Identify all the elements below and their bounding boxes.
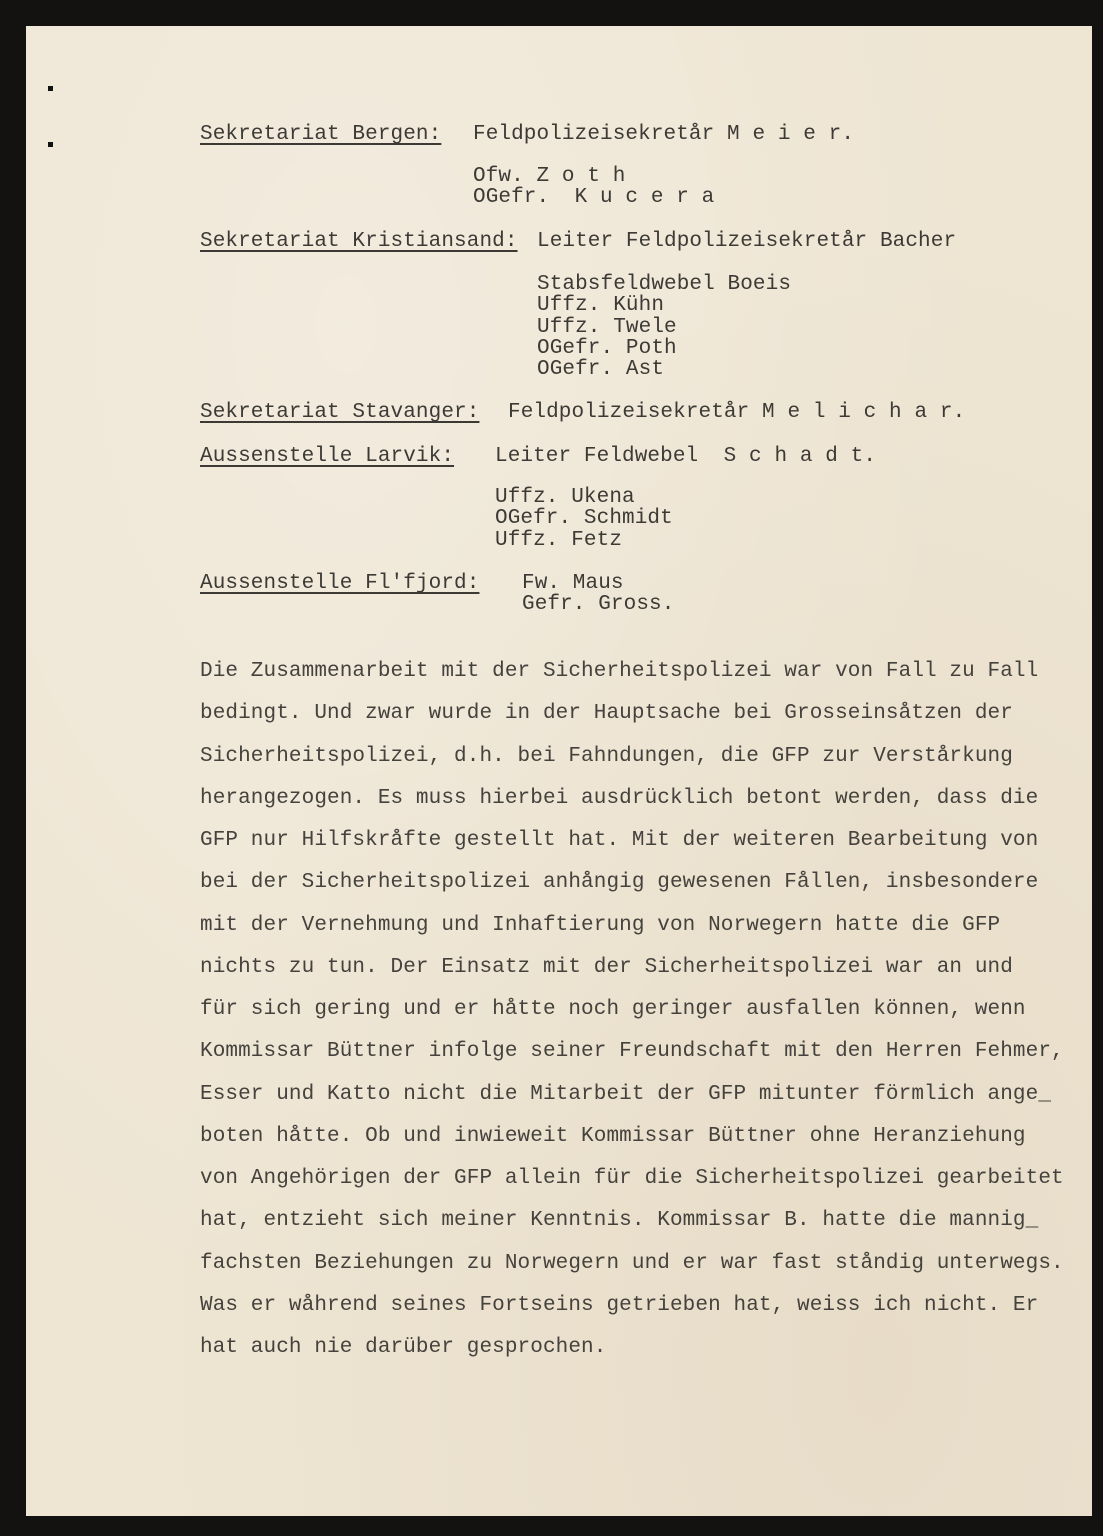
punch-mark (48, 86, 53, 91)
section-lead: Fw. Maus (522, 572, 624, 595)
punch-mark (48, 142, 53, 147)
section-lead: Feldpolizeisekretår M e l i c h a r. (508, 401, 966, 424)
member: Uffz. Ukena (495, 486, 635, 509)
member: OGefr. Schmidt (495, 507, 673, 530)
member: OGefr. Ast (537, 358, 665, 381)
paragraph-line: herangezogen. Es muss hierbei ausdrücklich betont werden, dass die (200, 786, 1039, 810)
paragraph-line: bei der Sicherheitspolizei anhångig gewesenen Fållen, insbesondere (200, 871, 1039, 895)
paragraph-line: mit der Vernehmung und Inhaftierung von Norwegern hatte die GFP (200, 913, 1001, 937)
member: Uffz. Fetz (495, 529, 623, 552)
member: Stabsfeldwebel Boeis (537, 273, 792, 296)
member: Uffz. Kühn (537, 294, 665, 317)
member: Ofw. Z o t h (473, 165, 626, 188)
paragraph-line: GFP nur Hilfskråfte gestellt hat. Mit der weiteren Bearbeitung von (200, 829, 1039, 852)
paragraph-line: bedingt. Und zwar wurde in der Hauptsache bei Grosseinsåtzen der (200, 702, 1013, 726)
paragraph-line: Die Zusammenarbeit mit der Sicherheitspolizei war von Fall zu Fall (200, 660, 1039, 683)
section-lead: Leiter Feldwebel S c h a d t. (495, 445, 877, 468)
member: OGefr. K u c e r a (473, 186, 715, 209)
section-label: Sekretariat Stavanger: (200, 401, 480, 424)
member: Gefr. Gross. (522, 593, 675, 616)
section-lead: Leiter Feldpolizeisekretår Bacher (537, 230, 957, 253)
section-label: Sekretariat Bergen: (200, 123, 442, 146)
section-label: Aussenstelle Fl'fjord: (200, 572, 480, 595)
paragraph-line: Esser und Katto nicht die Mitarbeit der GFP mitunter förmlich ange_ (200, 1082, 1052, 1106)
member: OGefr. Poth (537, 337, 677, 360)
paragraph-line: boten håtte. Ob und inwieweit Kommissar Büttner ohne Heranziehung (200, 1124, 1026, 1148)
paragraph-line: Kommissar Büttner infolge seiner Freundschaft mit den Herren Fehmer, (200, 1040, 1064, 1064)
paragraph-line: hat auch nie darüber gesprochen. (200, 1336, 607, 1359)
section-label: Aussenstelle Larvik: (200, 445, 455, 468)
member: Uffz. Twele (537, 316, 677, 339)
paragraph-line: hat, entzieht sich meiner Kenntnis. Kommissar B. hatte die mannig_ (200, 1209, 1039, 1233)
paragraph-line: für sich gering und er håtte noch geringer ausfallen können, wenn (200, 998, 1026, 1021)
paragraph-line: Was er wåhrend seines Fortseins getrieben hat, weiss ich nicht. Er (200, 1293, 1039, 1317)
paragraph-line: nichts zu tun. Der Einsatz mit der Sicherheitspolizei war an und (200, 955, 1013, 979)
section-lead: Feldpolizeisekretår M e i e r. (473, 123, 855, 146)
paragraph-line: Sicherheitspolizei, d.h. bei Fahndungen, die GFP zur Verstårkung (200, 744, 1013, 768)
section-label: Sekretariat Kristiansand: (200, 230, 518, 253)
paragraph-line: von Angehörigen der GFP allein für die Sicherheitspolizei gearbeitet (200, 1167, 1064, 1190)
paragraph-line: fachsten Beziehungen zu Norwegern und er war fast ståndig unterwegs. (200, 1251, 1064, 1275)
